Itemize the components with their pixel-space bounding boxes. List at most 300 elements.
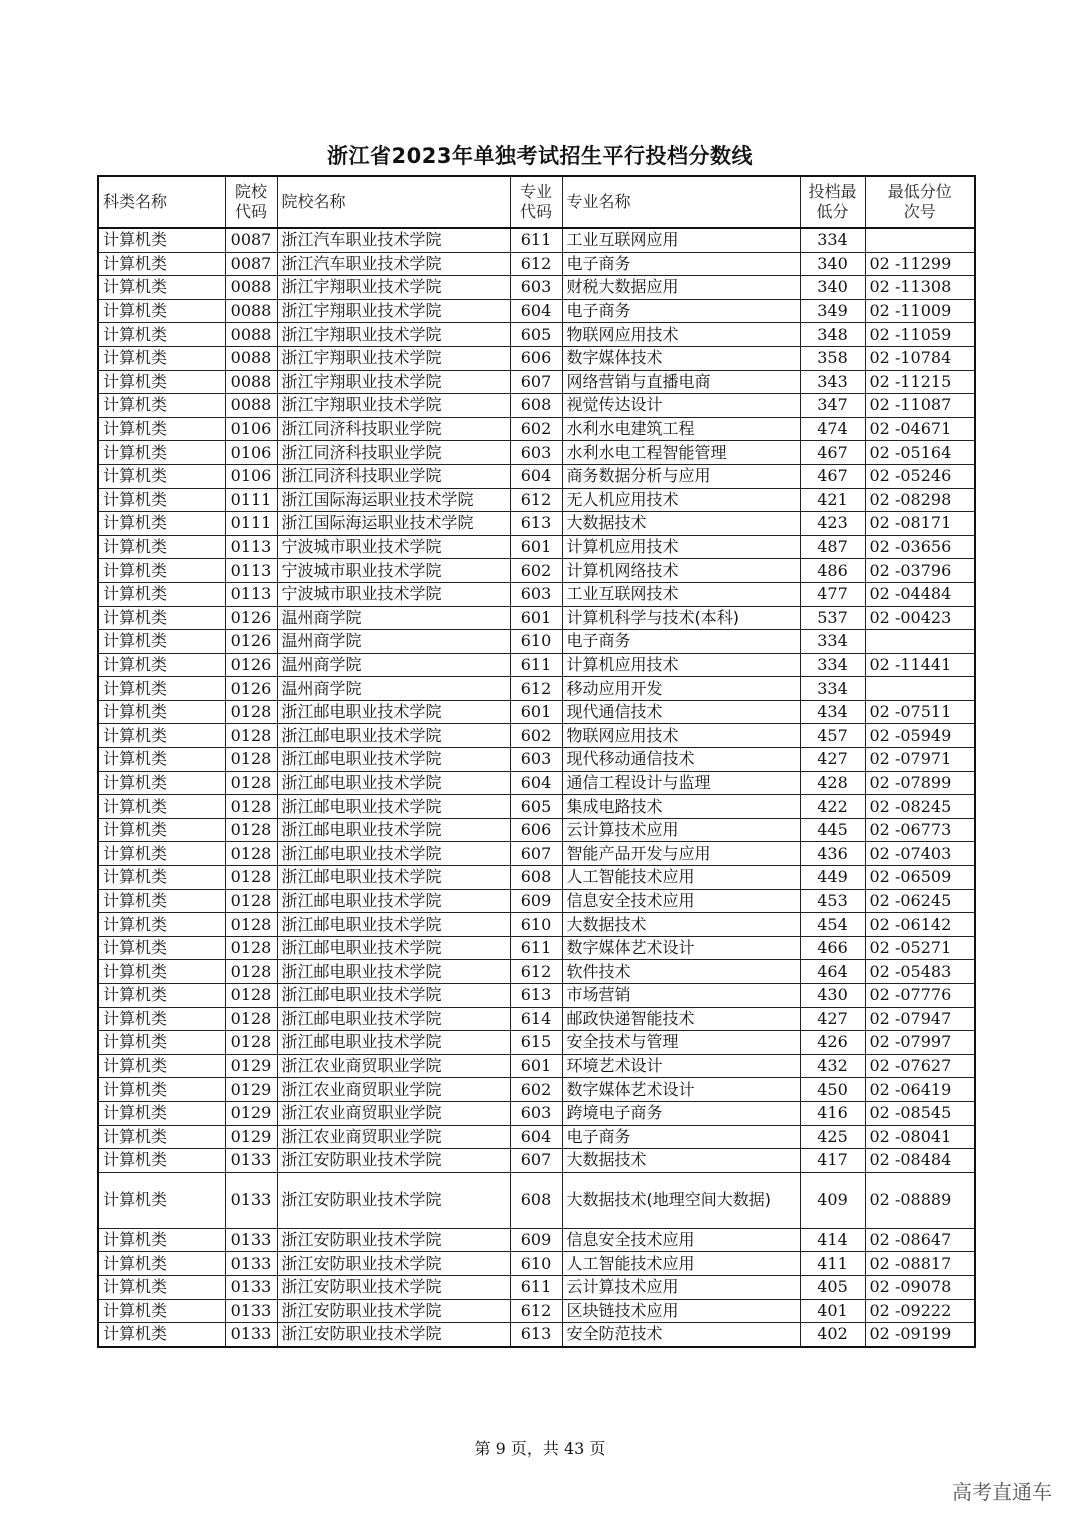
cell-major-code: 603 [510,582,562,606]
cell-school-name: 浙江安防职业技术学院 [277,1149,510,1173]
cell-category: 计算机类 [98,1125,225,1149]
cell-min-score: 409 [800,1172,865,1228]
cell-major-name: 区块链技术应用 [562,1299,800,1323]
cell-category: 计算机类 [98,488,225,512]
cell-min-score: 340 [800,276,865,300]
cell-category: 计算机类 [98,299,225,323]
table-row [98,559,975,583]
cell-major-name: 数字媒体艺术设计 [562,936,800,960]
cell-major-name: 计算机应用技术 [562,535,800,559]
cell-major-code: 612 [510,1299,562,1323]
cell-category: 计算机类 [98,1007,225,1031]
cell-school-name: 浙江汽车职业技术学院 [277,252,510,276]
table-row [98,1078,975,1102]
table-row [98,535,975,559]
cell-min-score: 347 [800,394,865,418]
cell-min-rank: 02 -06142 [865,913,975,937]
cell-major-name: 软件技术 [562,960,800,984]
header-school-code: 院校代码 [225,176,277,228]
table-row [98,889,975,913]
cell-school-code: 0128 [225,748,277,772]
cell-major-code: 608 [510,394,562,418]
cell-category: 计算机类 [98,889,225,913]
table-row [98,984,975,1008]
cell-major-name: 云计算技术应用 [562,1275,800,1299]
cell-major-code: 602 [510,724,562,748]
cell-category: 计算机类 [98,913,225,937]
cell-min-rank: 02 -06245 [865,889,975,913]
cell-major-code: 613 [510,1323,562,1347]
cell-min-score: 414 [800,1228,865,1252]
table-row [98,252,975,276]
cell-category: 计算机类 [98,1054,225,1078]
cell-school-name: 浙江邮电职业技术学院 [277,866,510,890]
cell-major-name: 跨境电子商务 [562,1101,800,1125]
cell-major-name: 计算机科学与技术(本科) [562,606,800,630]
cell-min-rank: 02 -07899 [865,771,975,795]
cell-school-name: 浙江安防职业技术学院 [277,1275,510,1299]
cell-min-rank: 02 -11441 [865,653,975,677]
cell-category: 计算机类 [98,417,225,441]
cell-min-rank: 02 -08647 [865,1228,975,1252]
cell-min-rank: 02 -11009 [865,299,975,323]
header-min-score: 投档最低分 [800,176,865,228]
cell-major-code: 613 [510,512,562,536]
cell-major-name: 大数据技术 [562,1149,800,1173]
cell-school-name: 浙江安防职业技术学院 [277,1323,510,1347]
cell-category: 计算机类 [98,771,225,795]
cell-min-rank [865,228,975,252]
cell-major-code: 613 [510,984,562,1008]
cell-major-code: 607 [510,842,562,866]
cell-school-code: 0129 [225,1078,277,1102]
cell-major-code: 601 [510,535,562,559]
cell-category: 计算机类 [98,653,225,677]
cell-major-code: 607 [510,1149,562,1173]
cell-major-code: 612 [510,488,562,512]
cell-school-code: 0128 [225,1031,277,1055]
cell-min-score: 427 [800,1007,865,1031]
cell-school-code: 0088 [225,394,277,418]
cell-major-name: 环境艺术设计 [562,1054,800,1078]
cell-school-name: 浙江宇翔职业技术学院 [277,299,510,323]
cell-school-name: 宁波城市职业技术学院 [277,559,510,583]
cell-major-name: 财税大数据应用 [562,276,800,300]
cell-major-name: 大数据技术(地理空间大数据) [562,1172,800,1228]
cell-major-name: 电子商务 [562,252,800,276]
cell-min-score: 445 [800,818,865,842]
cell-school-code: 0129 [225,1101,277,1125]
cell-school-code: 0128 [225,960,277,984]
table-row [98,1323,975,1347]
cell-category: 计算机类 [98,346,225,370]
cell-major-code: 604 [510,771,562,795]
cell-min-score: 411 [800,1252,865,1276]
cell-min-rank: 02 -05949 [865,724,975,748]
cell-school-name: 浙江邮电职业技术学院 [277,960,510,984]
cell-major-code: 604 [510,1125,562,1149]
cell-major-name: 视觉传达设计 [562,394,800,418]
cell-min-score: 423 [800,512,865,536]
cell-min-score: 334 [800,630,865,654]
cell-major-name: 电子商务 [562,630,800,654]
cell-major-code: 604 [510,464,562,488]
cell-category: 计算机类 [98,1252,225,1276]
cell-min-rank [865,677,975,701]
table-row [98,1149,975,1173]
header-major-code: 专业代码 [510,176,562,228]
cell-category: 计算机类 [98,464,225,488]
cell-min-score: 436 [800,842,865,866]
cell-school-name: 浙江宇翔职业技术学院 [277,276,510,300]
cell-school-code: 0133 [225,1228,277,1252]
cell-major-name: 集成电路技术 [562,795,800,819]
cell-min-score: 486 [800,559,865,583]
cell-min-rank: 02 -04484 [865,582,975,606]
cell-min-rank: 02 -00423 [865,606,975,630]
cell-min-score: 421 [800,488,865,512]
cell-major-code: 602 [510,559,562,583]
cell-major-name: 现代移动通信技术 [562,748,800,772]
cell-major-code: 601 [510,1054,562,1078]
cell-min-rank: 02 -07971 [865,748,975,772]
cell-school-code: 0106 [225,417,277,441]
cell-major-code: 611 [510,653,562,677]
cell-min-rank: 02 -08817 [865,1252,975,1276]
cell-school-code: 0128 [225,866,277,890]
cell-min-score: 348 [800,323,865,347]
cell-min-rank: 02 -09078 [865,1275,975,1299]
table-row [98,417,975,441]
cell-min-score: 457 [800,724,865,748]
cell-category: 计算机类 [98,1101,225,1125]
cell-school-name: 浙江邮电职业技术学院 [277,913,510,937]
cell-category: 计算机类 [98,795,225,819]
cell-min-rank: 02 -09199 [865,1323,975,1347]
cell-min-score: 430 [800,984,865,1008]
cell-major-name: 电子商务 [562,299,800,323]
cell-major-code: 606 [510,346,562,370]
cell-major-name: 大数据技术 [562,512,800,536]
cell-min-rank: 02 -07403 [865,842,975,866]
cell-school-name: 浙江邮电职业技术学院 [277,1031,510,1055]
cell-school-code: 0126 [225,677,277,701]
cell-min-rank: 02 -05246 [865,464,975,488]
cell-school-name: 浙江农业商贸职业学院 [277,1054,510,1078]
cell-min-rank: 02 -11087 [865,394,975,418]
table-row [98,276,975,300]
cell-category: 计算机类 [98,252,225,276]
cell-min-score: 474 [800,417,865,441]
table-row [98,1252,975,1276]
cell-school-name: 温州商学院 [277,677,510,701]
cell-category: 计算机类 [98,700,225,724]
cell-category: 计算机类 [98,276,225,300]
table-row [98,630,975,654]
cell-min-score: 466 [800,936,865,960]
cell-school-name: 浙江农业商贸职业学院 [277,1125,510,1149]
cell-school-name: 浙江宇翔职业技术学院 [277,346,510,370]
cell-min-score: 334 [800,653,865,677]
cell-major-name: 工业互联网应用 [562,228,800,252]
table-header-row [98,176,975,228]
cell-min-rank: 02 -05271 [865,936,975,960]
cell-school-name: 浙江邮电职业技术学院 [277,795,510,819]
cell-min-score: 349 [800,299,865,323]
cell-category: 计算机类 [98,1149,225,1173]
cell-major-name: 云计算技术应用 [562,818,800,842]
table-row [98,1031,975,1055]
cell-school-code: 0128 [225,936,277,960]
cell-min-score: 453 [800,889,865,913]
cell-category: 计算机类 [98,1275,225,1299]
table-row [98,1007,975,1031]
cell-school-code: 0128 [225,1007,277,1031]
cell-major-code: 611 [510,1275,562,1299]
cell-major-code: 612 [510,677,562,701]
table-row [98,960,975,984]
header-min-rank: 最低分位次号 [865,176,975,228]
cell-min-score: 358 [800,346,865,370]
cell-major-code: 614 [510,1007,562,1031]
cell-major-name: 水利水电工程智能管理 [562,441,800,465]
cell-major-name: 安全技术与管理 [562,1031,800,1055]
cell-min-rank: 02 -08545 [865,1101,975,1125]
cell-min-score: 449 [800,866,865,890]
cell-min-rank: 02 -08298 [865,488,975,512]
cell-min-score: 426 [800,1031,865,1055]
cell-major-code: 605 [510,795,562,819]
cell-school-name: 浙江邮电职业技术学院 [277,842,510,866]
cell-category: 计算机类 [98,1228,225,1252]
cell-school-code: 0106 [225,441,277,465]
cell-major-code: 609 [510,889,562,913]
cell-major-name: 市场营销 [562,984,800,1008]
table-row [98,370,975,394]
cell-school-code: 0087 [225,228,277,252]
table-row [98,464,975,488]
cell-min-score: 425 [800,1125,865,1149]
table-row [98,299,975,323]
cell-category: 计算机类 [98,606,225,630]
table-row [98,700,975,724]
cell-school-name: 温州商学院 [277,606,510,630]
cell-school-name: 浙江邮电职业技术学院 [277,818,510,842]
cell-min-rank: 02 -05164 [865,441,975,465]
table-row [98,606,975,630]
cell-min-score: 416 [800,1101,865,1125]
cell-major-name: 计算机网络技术 [562,559,800,583]
cell-school-code: 0128 [225,771,277,795]
table-row [98,1228,975,1252]
table-row [98,323,975,347]
cell-category: 计算机类 [98,818,225,842]
cell-major-name: 无人机应用技术 [562,488,800,512]
cell-category: 计算机类 [98,724,225,748]
cell-major-name: 大数据技术 [562,913,800,937]
cell-school-code: 0128 [225,724,277,748]
cell-min-rank: 02 -07997 [865,1031,975,1055]
cell-major-code: 603 [510,276,562,300]
cell-category: 计算机类 [98,842,225,866]
cell-school-name: 浙江同济科技职业学院 [277,417,510,441]
cell-min-score: 432 [800,1054,865,1078]
table-row [98,1275,975,1299]
cell-min-score: 405 [800,1275,865,1299]
cell-school-code: 0133 [225,1149,277,1173]
table-row [98,346,975,370]
cell-school-name: 浙江邮电职业技术学院 [277,984,510,1008]
table-row [98,441,975,465]
table-row [98,512,975,536]
cell-school-name: 温州商学院 [277,653,510,677]
table-row [98,1101,975,1125]
cell-school-name: 浙江国际海运职业技术学院 [277,512,510,536]
cell-school-code: 0133 [225,1299,277,1323]
cell-school-name: 宁波城市职业技术学院 [277,535,510,559]
cell-min-score: 427 [800,748,865,772]
cell-major-name: 水利水电建筑工程 [562,417,800,441]
cell-school-code: 0128 [225,842,277,866]
cell-major-name: 工业互联网技术 [562,582,800,606]
cell-school-name: 浙江宇翔职业技术学院 [277,323,510,347]
cell-major-code: 615 [510,1031,562,1055]
cell-major-code: 603 [510,441,562,465]
cell-category: 计算机类 [98,866,225,890]
cell-school-code: 0133 [225,1323,277,1347]
cell-major-name: 数字媒体技术 [562,346,800,370]
cell-major-name: 邮政快递智能技术 [562,1007,800,1031]
cell-school-name: 浙江同济科技职业学院 [277,464,510,488]
cell-major-name: 商务数据分析与应用 [562,464,800,488]
cell-school-code: 0106 [225,464,277,488]
watermark: 高考直通车 [952,1480,1052,1504]
cell-min-rank: 02 -11215 [865,370,975,394]
cell-major-name: 通信工程设计与监理 [562,771,800,795]
cell-min-score: 450 [800,1078,865,1102]
cell-major-name: 移动应用开发 [562,677,800,701]
cell-min-score: 487 [800,535,865,559]
cell-min-rank: 02 -03656 [865,535,975,559]
cell-category: 计算机类 [98,441,225,465]
cell-min-score: 467 [800,441,865,465]
cell-school-code: 0128 [225,818,277,842]
cell-min-rank: 02 -07627 [865,1054,975,1078]
cell-min-rank: 02 -10784 [865,346,975,370]
cell-min-rank: 02 -06419 [865,1078,975,1102]
cell-min-rank: 02 -08171 [865,512,975,536]
table-row [98,842,975,866]
cell-school-code: 0126 [225,653,277,677]
table-row [98,795,975,819]
cell-category: 计算机类 [98,677,225,701]
cell-school-name: 浙江邮电职业技术学院 [277,724,510,748]
table-row [98,771,975,795]
cell-school-code: 0128 [225,913,277,937]
cell-min-score: 537 [800,606,865,630]
cell-school-name: 浙江同济科技职业学院 [277,441,510,465]
table-row [98,653,975,677]
cell-school-name: 浙江邮电职业技术学院 [277,889,510,913]
cell-school-name: 浙江农业商贸职业学院 [277,1078,510,1102]
cell-school-code: 0113 [225,582,277,606]
cell-min-rank: 02 -08041 [865,1125,975,1149]
cell-min-score: 417 [800,1149,865,1173]
cell-min-rank: 02 -06773 [865,818,975,842]
cell-school-code: 0133 [225,1252,277,1276]
cell-category: 计算机类 [98,1078,225,1102]
table-row [98,913,975,937]
table-row [98,748,975,772]
cell-min-score: 434 [800,700,865,724]
cell-major-code: 612 [510,252,562,276]
cell-min-rank: 02 -07947 [865,1007,975,1031]
cell-category: 计算机类 [98,984,225,1008]
cell-school-name: 浙江国际海运职业技术学院 [277,488,510,512]
table-row [98,818,975,842]
cell-school-code: 0128 [225,984,277,1008]
cell-category: 计算机类 [98,748,225,772]
cell-major-code: 604 [510,299,562,323]
cell-major-code: 608 [510,1172,562,1228]
cell-school-code: 0113 [225,535,277,559]
table-body [98,228,975,1347]
cell-school-name: 浙江邮电职业技术学院 [277,771,510,795]
cell-major-name: 物联网应用技术 [562,323,800,347]
cell-min-score: 454 [800,913,865,937]
cell-min-score: 340 [800,252,865,276]
table-row [98,936,975,960]
cell-major-name: 网络营销与直播电商 [562,370,800,394]
cell-school-name: 浙江邮电职业技术学院 [277,700,510,724]
cell-category: 计算机类 [98,228,225,252]
cell-major-code: 601 [510,700,562,724]
cell-major-code: 610 [510,630,562,654]
cell-school-name: 浙江宇翔职业技术学院 [277,370,510,394]
table-row [98,1125,975,1149]
cell-category: 计算机类 [98,512,225,536]
cell-min-score: 343 [800,370,865,394]
cell-school-name: 宁波城市职业技术学院 [277,582,510,606]
admission-score-table [97,175,976,1348]
cell-major-code: 603 [510,1101,562,1125]
table-row [98,1299,975,1323]
cell-major-code: 608 [510,866,562,890]
cell-major-name: 人工智能技术应用 [562,1252,800,1276]
cell-major-code: 610 [510,1252,562,1276]
cell-school-code: 0133 [225,1172,277,1228]
cell-school-name: 浙江安防职业技术学院 [277,1172,510,1228]
cell-school-code: 0111 [225,488,277,512]
header-category: 科类名称 [98,176,225,228]
cell-school-name: 浙江安防职业技术学院 [277,1299,510,1323]
cell-min-rank: 02 -11059 [865,323,975,347]
cell-min-score: 334 [800,228,865,252]
cell-category: 计算机类 [98,394,225,418]
cell-min-score: 401 [800,1299,865,1323]
table-row [98,394,975,418]
cell-school-code: 0128 [225,889,277,913]
cell-school-code: 0088 [225,370,277,394]
cell-school-code: 0129 [225,1125,277,1149]
cell-category: 计算机类 [98,630,225,654]
cell-min-score: 477 [800,582,865,606]
cell-school-code: 0128 [225,795,277,819]
cell-category: 计算机类 [98,323,225,347]
cell-school-name: 浙江农业商贸职业学院 [277,1101,510,1125]
cell-school-code: 0133 [225,1275,277,1299]
cell-major-code: 605 [510,323,562,347]
